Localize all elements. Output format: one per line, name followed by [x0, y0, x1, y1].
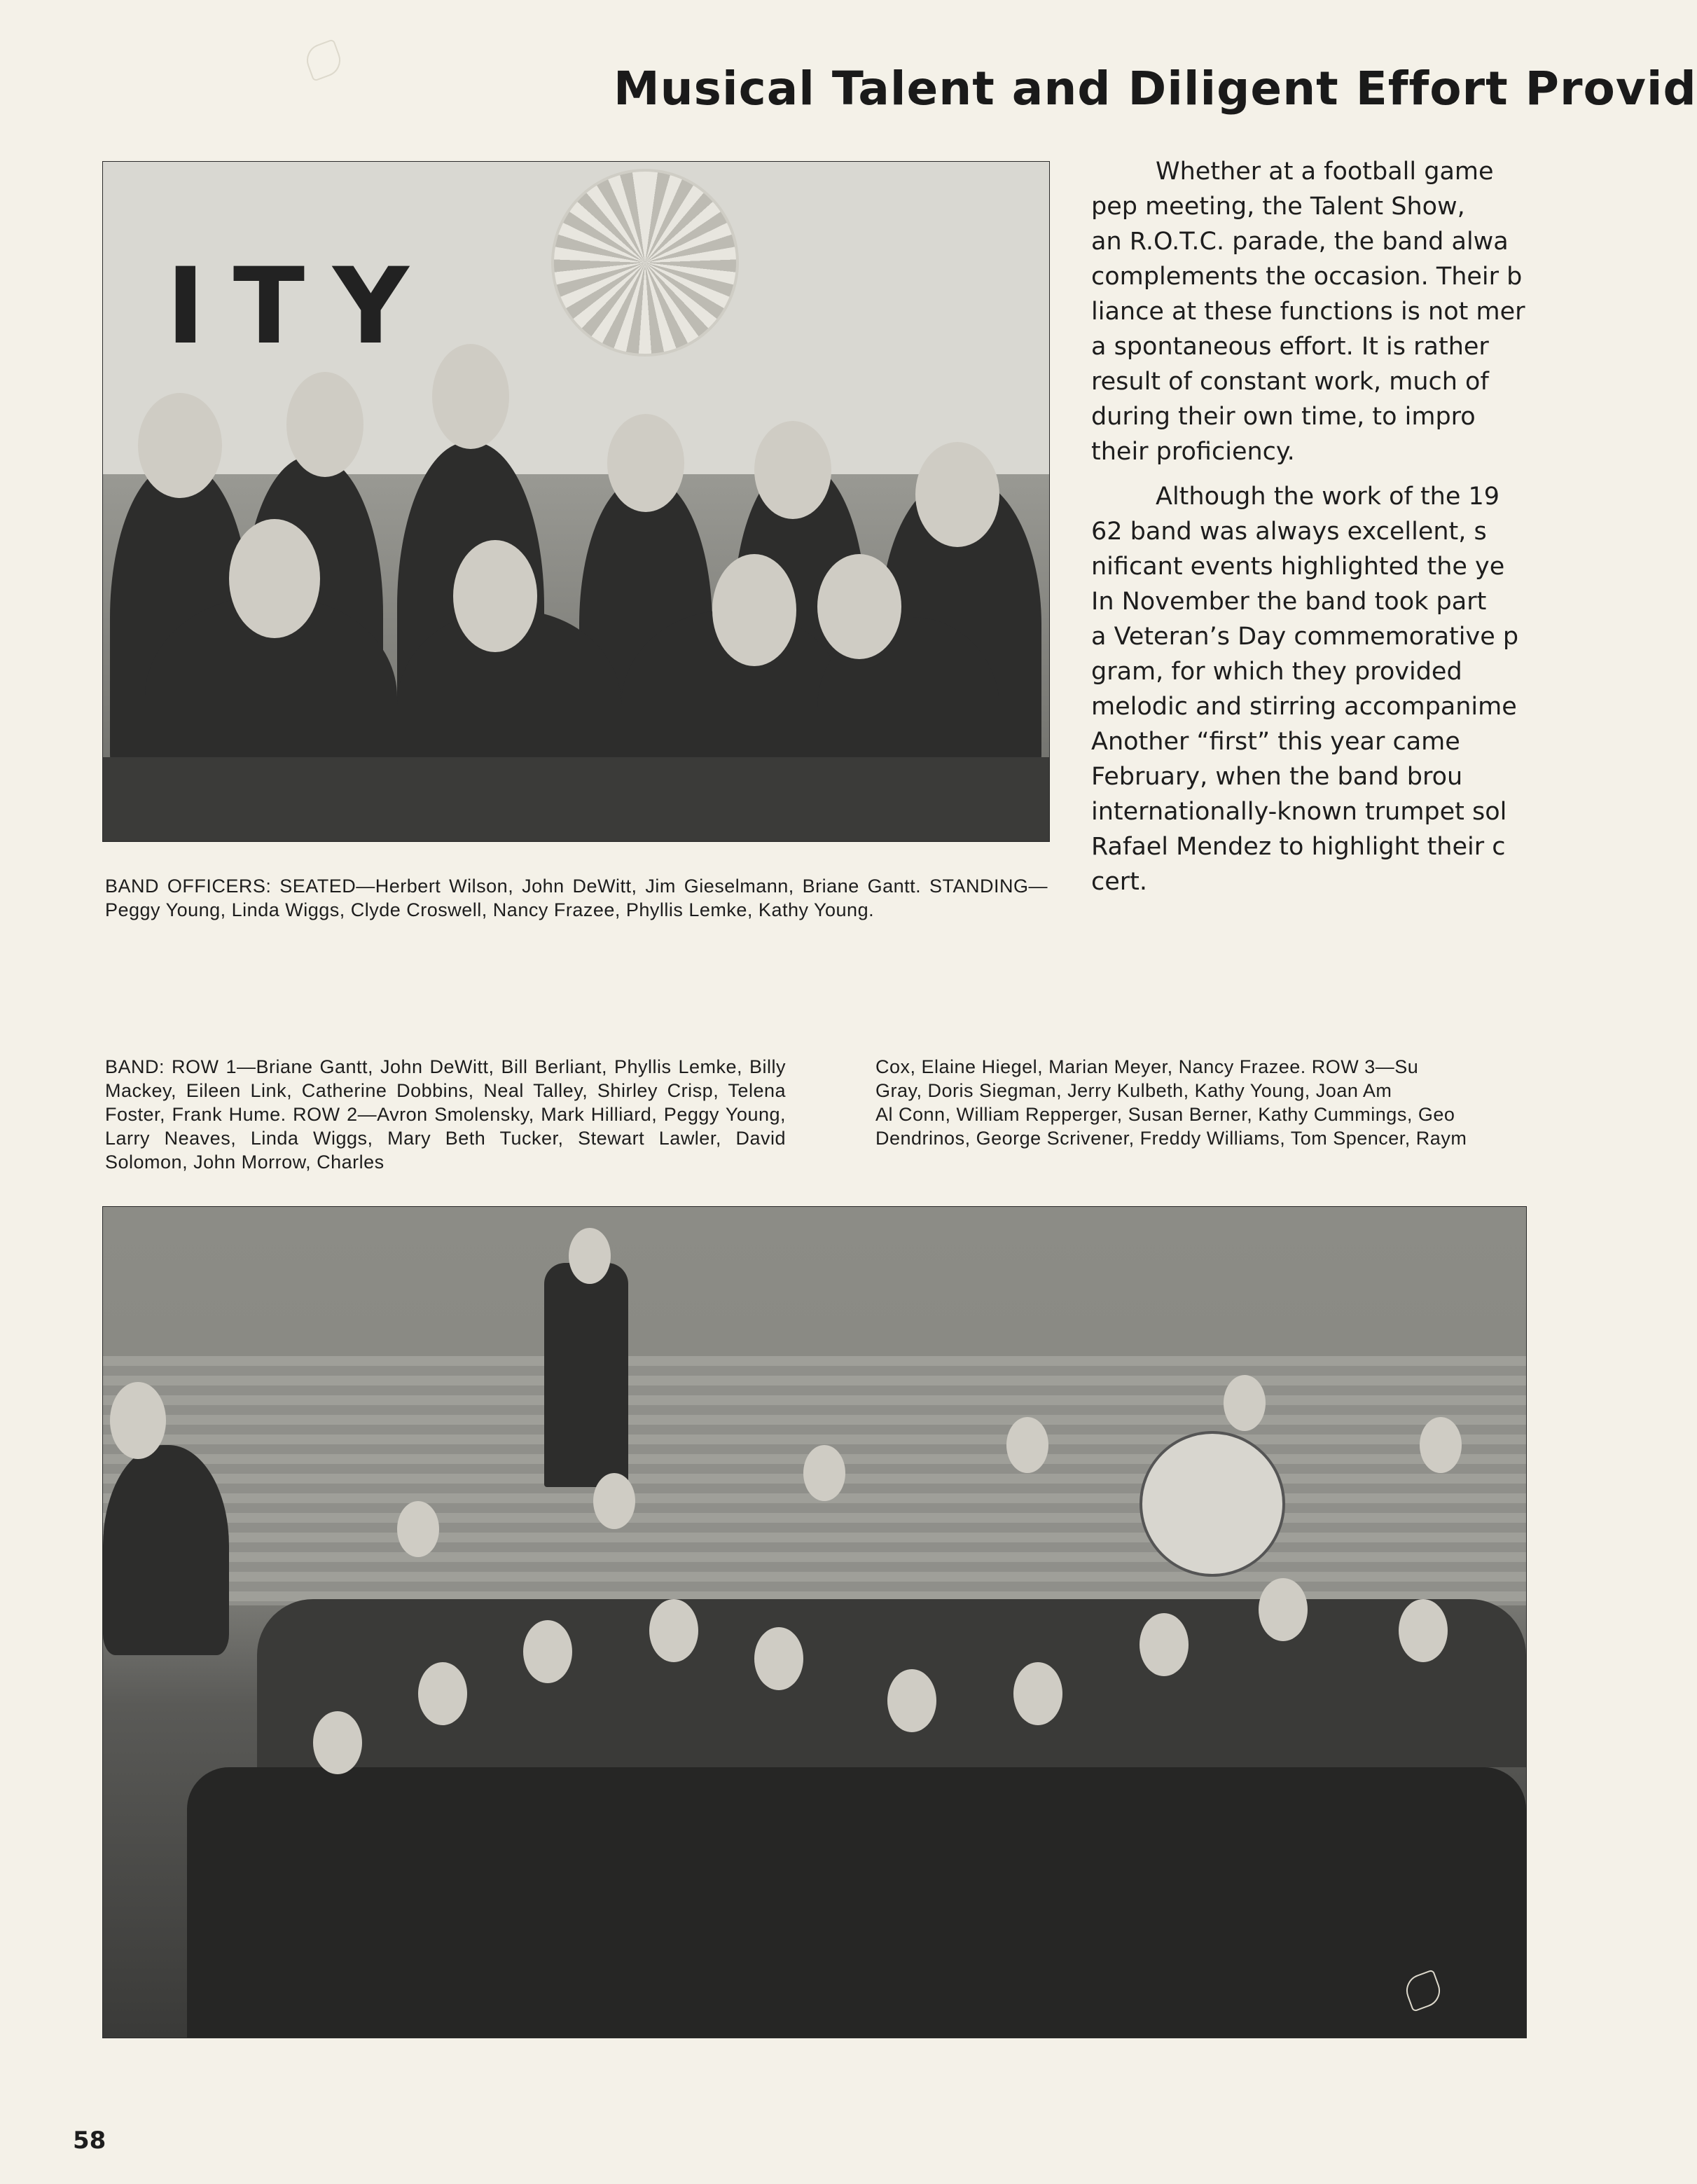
- photo-person-head: [453, 540, 537, 652]
- photo-person-head: [286, 372, 363, 477]
- photo-person-head: [1006, 1417, 1048, 1473]
- page-headline: Musical Talent and Diligent Effort Provid: [614, 62, 1697, 116]
- photo-person-head: [915, 442, 999, 547]
- photo-person-head: [432, 344, 509, 449]
- band-caption-column-2: Cox, Elaine Hiegel, Marian Meyer, Nancy Frazee. ROW 3—Su Gray, Doris Siegman, Jerry Kulbeth, Kathy Young, Joan Am Al Conn, William Repperger, Susan Berner, Kathy Cummings, Geo Dendrinos, George Scrivener, Freddy Williams, Tom Spencer, Raym: [875, 1056, 1467, 1149]
- photo-person: [103, 1445, 229, 1655]
- article-paragraph-2: Although the work of the 19 62 band was always excellent, s nificant events highlighted the ye In November the band took part a Veteran’s Day commemorative p gram, for which they provided melodic and stirring accompanime Another “first” this year came February, when the band brou internationally-known trumpet sol Rafael Mendez to highlight their c cert.: [1091, 483, 1519, 896]
- photo-person-head: [138, 393, 222, 498]
- photo-person-head: [313, 1711, 362, 1774]
- photo-person-head: [803, 1445, 845, 1501]
- photo-person-head: [110, 1382, 166, 1459]
- photo-person-head: [817, 554, 901, 659]
- photo-wall-sign: ITY: [166, 246, 437, 368]
- photo-person-head: [1420, 1417, 1462, 1473]
- band-caption-column-1: BAND: ROW 1—Briane Gantt, John DeWitt, Bill Berliant, Phyllis Lemke, Billy Mackey, Eileen Link, Catherine Dobbins, Neal Talley, Shirley Crisp, Telena Foster, Frank Hume. ROW 2—Avron Smolensky, Mark Hilliard, Peggy Young, Larry Neaves, Linda Wiggs, Mary Beth Tucker, Stewart Lawler, David Solomon, John Morrow, Charles: [105, 1056, 786, 1173]
- photo-person-head: [1224, 1375, 1266, 1431]
- band-officers-photo: [102, 161, 1050, 842]
- photo-person-head: [607, 414, 684, 512]
- photo-person-head: [229, 519, 320, 638]
- full-band-photo: [102, 1206, 1527, 2038]
- photo-person-head: [397, 1501, 439, 1557]
- photo-person-head: [523, 1620, 572, 1683]
- decorative-leaf-mark: [302, 39, 345, 82]
- photo-person-head: [887, 1669, 936, 1732]
- photo-person-head: [1013, 1662, 1062, 1725]
- photo-table: [103, 757, 1049, 841]
- photo-person-head: [712, 554, 796, 666]
- photo-bass-drum: [1140, 1431, 1285, 1577]
- page-number: 58: [73, 2127, 106, 2155]
- photo-sunburst-decoration: [551, 169, 739, 357]
- photo-band-front-rows: [187, 1767, 1526, 2038]
- article-text: [1091, 154, 1525, 904]
- photo-person-head: [1259, 1578, 1308, 1641]
- band-officers-caption: BAND OFFICERS: SEATED—Herbert Wilson, John DeWitt, Jim Gieselmann, Briane Gantt. STANDING—Peggy Young, Linda Wiggs, Clyde Croswell, Nancy Frazee, Phyllis Lemke, Kathy Young.: [105, 876, 1048, 920]
- photo-person-head: [1140, 1613, 1189, 1676]
- photo-person-head: [418, 1662, 467, 1725]
- article-paragraph-1: Whether at a football game pep meeting, the Talent Show, an R.O.T.C. parade, the band alwa complements the occasion. Their b liance at these functions is not mer a spontaneous effort. It is rather result of constant work, much of during their own time, to impro their proficiency.: [1091, 158, 1525, 466]
- photo-person-head: [754, 1627, 803, 1690]
- photo-person-head: [754, 421, 831, 519]
- photo-director: [544, 1263, 628, 1487]
- photo-person-head: [649, 1599, 698, 1662]
- photo-person-head: [1399, 1599, 1448, 1662]
- photo-person-head: [593, 1473, 635, 1529]
- photo-person-head: [569, 1228, 611, 1284]
